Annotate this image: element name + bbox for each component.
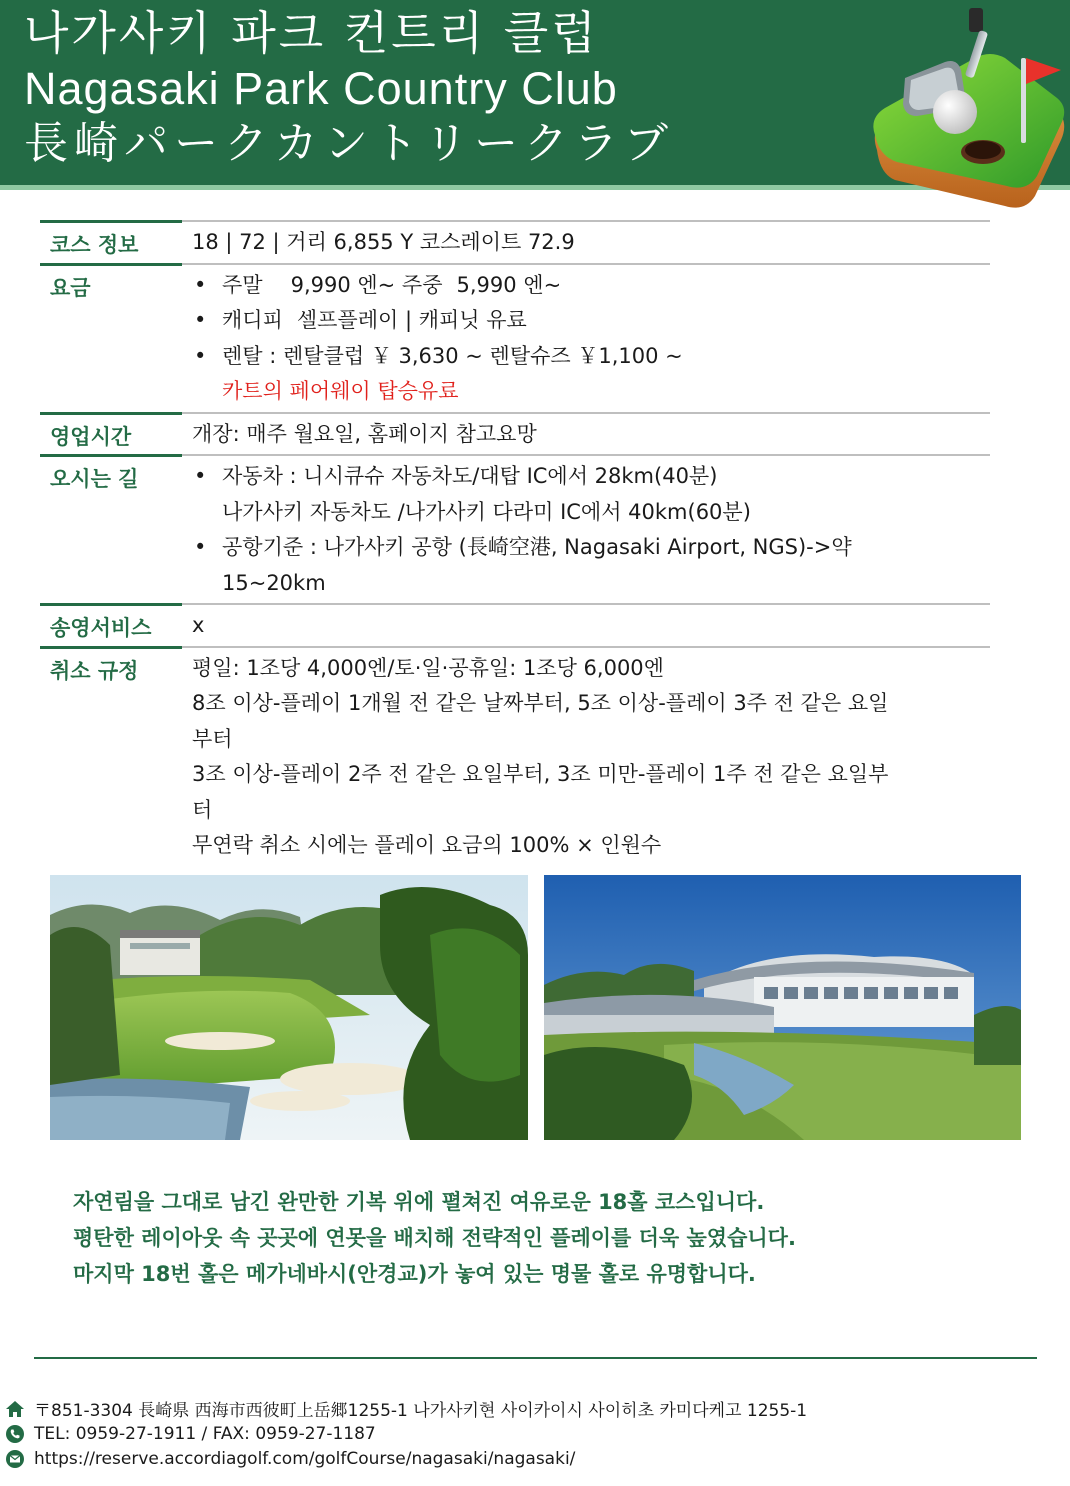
course-photo-fairway: [50, 875, 528, 1140]
cancellation-line: 무연락 취소 시에는 플레이 요금의 100% × 인원수: [192, 833, 662, 857]
description-line: 자연림을 그대로 남긴 완만한 기복 위에 펼쳐진 여유로운 18홀 코스입니다.: [73, 1190, 765, 1214]
footer-address: 〒851-3304 長崎県 西海市西彼町上岳郷1255-1 나가사키현 사이카이시 사이히초 카미다케고 1255-1: [34, 1401, 808, 1421]
course-info-label: 코스 정보: [40, 220, 182, 263]
footer-contact: [4, 1396, 807, 1471]
cancellation-line: 터: [192, 797, 213, 822]
footer-address-row: [4, 1396, 807, 1421]
clubhouse-photo: [544, 875, 1021, 1140]
description-line: 평탄한 레이아웃 속 곳곳에 연못을 배치해 전략적인 플레이를 더욱 높였습니다.: [73, 1226, 796, 1250]
cancellation-line: 3조 이상-플레이 2주 전 같은 요일부터, 3조 미만-플레이 1주 전 같은 요일부: [192, 762, 889, 786]
golf-club-flag-icon: [865, 0, 1070, 215]
directions-car-line2: 나가사키 자동차도 /나가사키 다라미 IC에서 40km(60분): [222, 499, 751, 524]
directions-label: 오시는 길: [40, 454, 182, 603]
shuttle-value: x: [192, 613, 205, 637]
directions-row: [40, 454, 990, 603]
fee-weekend-item: • 주말 9,990 엔~ 주중 5,990 엔~: [192, 268, 990, 304]
directions-airport-item: • 공항기준 : 나가사키 공항 (長崎空港, Nagasaki Airport, NGS)->약: [192, 530, 990, 566]
cancellation-row: [40, 646, 990, 866]
footer-website-link[interactable]: https://reserve.accordiagolf.com/golfCourse/nagasaki/nagasaki/: [34, 1448, 576, 1469]
mail-icon: [4, 1448, 26, 1470]
fee-caddie-item: • 캐디피 셀프플레이 | 캐피닛 유료: [192, 303, 990, 339]
shuttle-label: 송영서비스: [40, 603, 182, 646]
cancellation-line: 부터: [192, 726, 233, 751]
cart-note: 카트의 페어웨이 탑승유료: [222, 379, 459, 403]
cancellation-line: 평일: 1조당 4,000엔/토·일·공휴일: 1조당 6,000엔: [192, 655, 664, 680]
cancellation-line: 8조 이상-플레이 1개월 전 같은 날짜부터, 5조 이상-플레이 3주 전 같은 요일: [192, 691, 889, 715]
footer-divider: [34, 1357, 1037, 1359]
fee-rental-item: • 렌탈 : 렌탈클럽 ￥ 3,630 ~ 렌탈슈즈 ￥1,100 ~: [192, 339, 990, 375]
course-info-table: [40, 220, 990, 866]
page-title-english: Nagasaki Park Country Club: [24, 63, 618, 114]
page-title-japanese: 長崎パークカントリークラブ: [24, 118, 674, 169]
hours-value: 개장: 매주 월요일, 홈페이지 참고요망: [192, 421, 537, 446]
course-description: [73, 1184, 796, 1292]
fees-row: [40, 263, 990, 412]
footer-phone-row: [4, 1421, 807, 1446]
description-line: 마지막 18번 홀은 메가네바시(안경교)가 놓여 있는 명물 홀로 유명합니다.: [73, 1262, 756, 1286]
course-info-value: 18 | 72 | 거리 6,855 Y 코스레이트 72.9: [192, 230, 575, 254]
footer-phone: TEL: 0959-27-1911 / FAX: 0959-27-1187: [34, 1423, 376, 1444]
cancellation-label: 취소 규정: [40, 646, 182, 866]
home-icon: [4, 1398, 26, 1420]
shuttle-row: [40, 603, 990, 646]
phone-icon: [4, 1423, 26, 1445]
footer-url-row: [4, 1446, 807, 1471]
directions-airport-line2: 15~20km: [222, 570, 326, 595]
directions-car-item: • 자동차 : 니시큐슈 자동차도/대탑 IC에서 28km(40분): [192, 459, 990, 495]
course-info-row: [40, 220, 990, 263]
hours-row: [40, 412, 990, 455]
page-title-korean: 나가사키 파크 컨트리 클럽: [24, 6, 599, 60]
fees-label: 요금: [40, 263, 182, 412]
hours-label: 영업시간: [40, 412, 182, 455]
